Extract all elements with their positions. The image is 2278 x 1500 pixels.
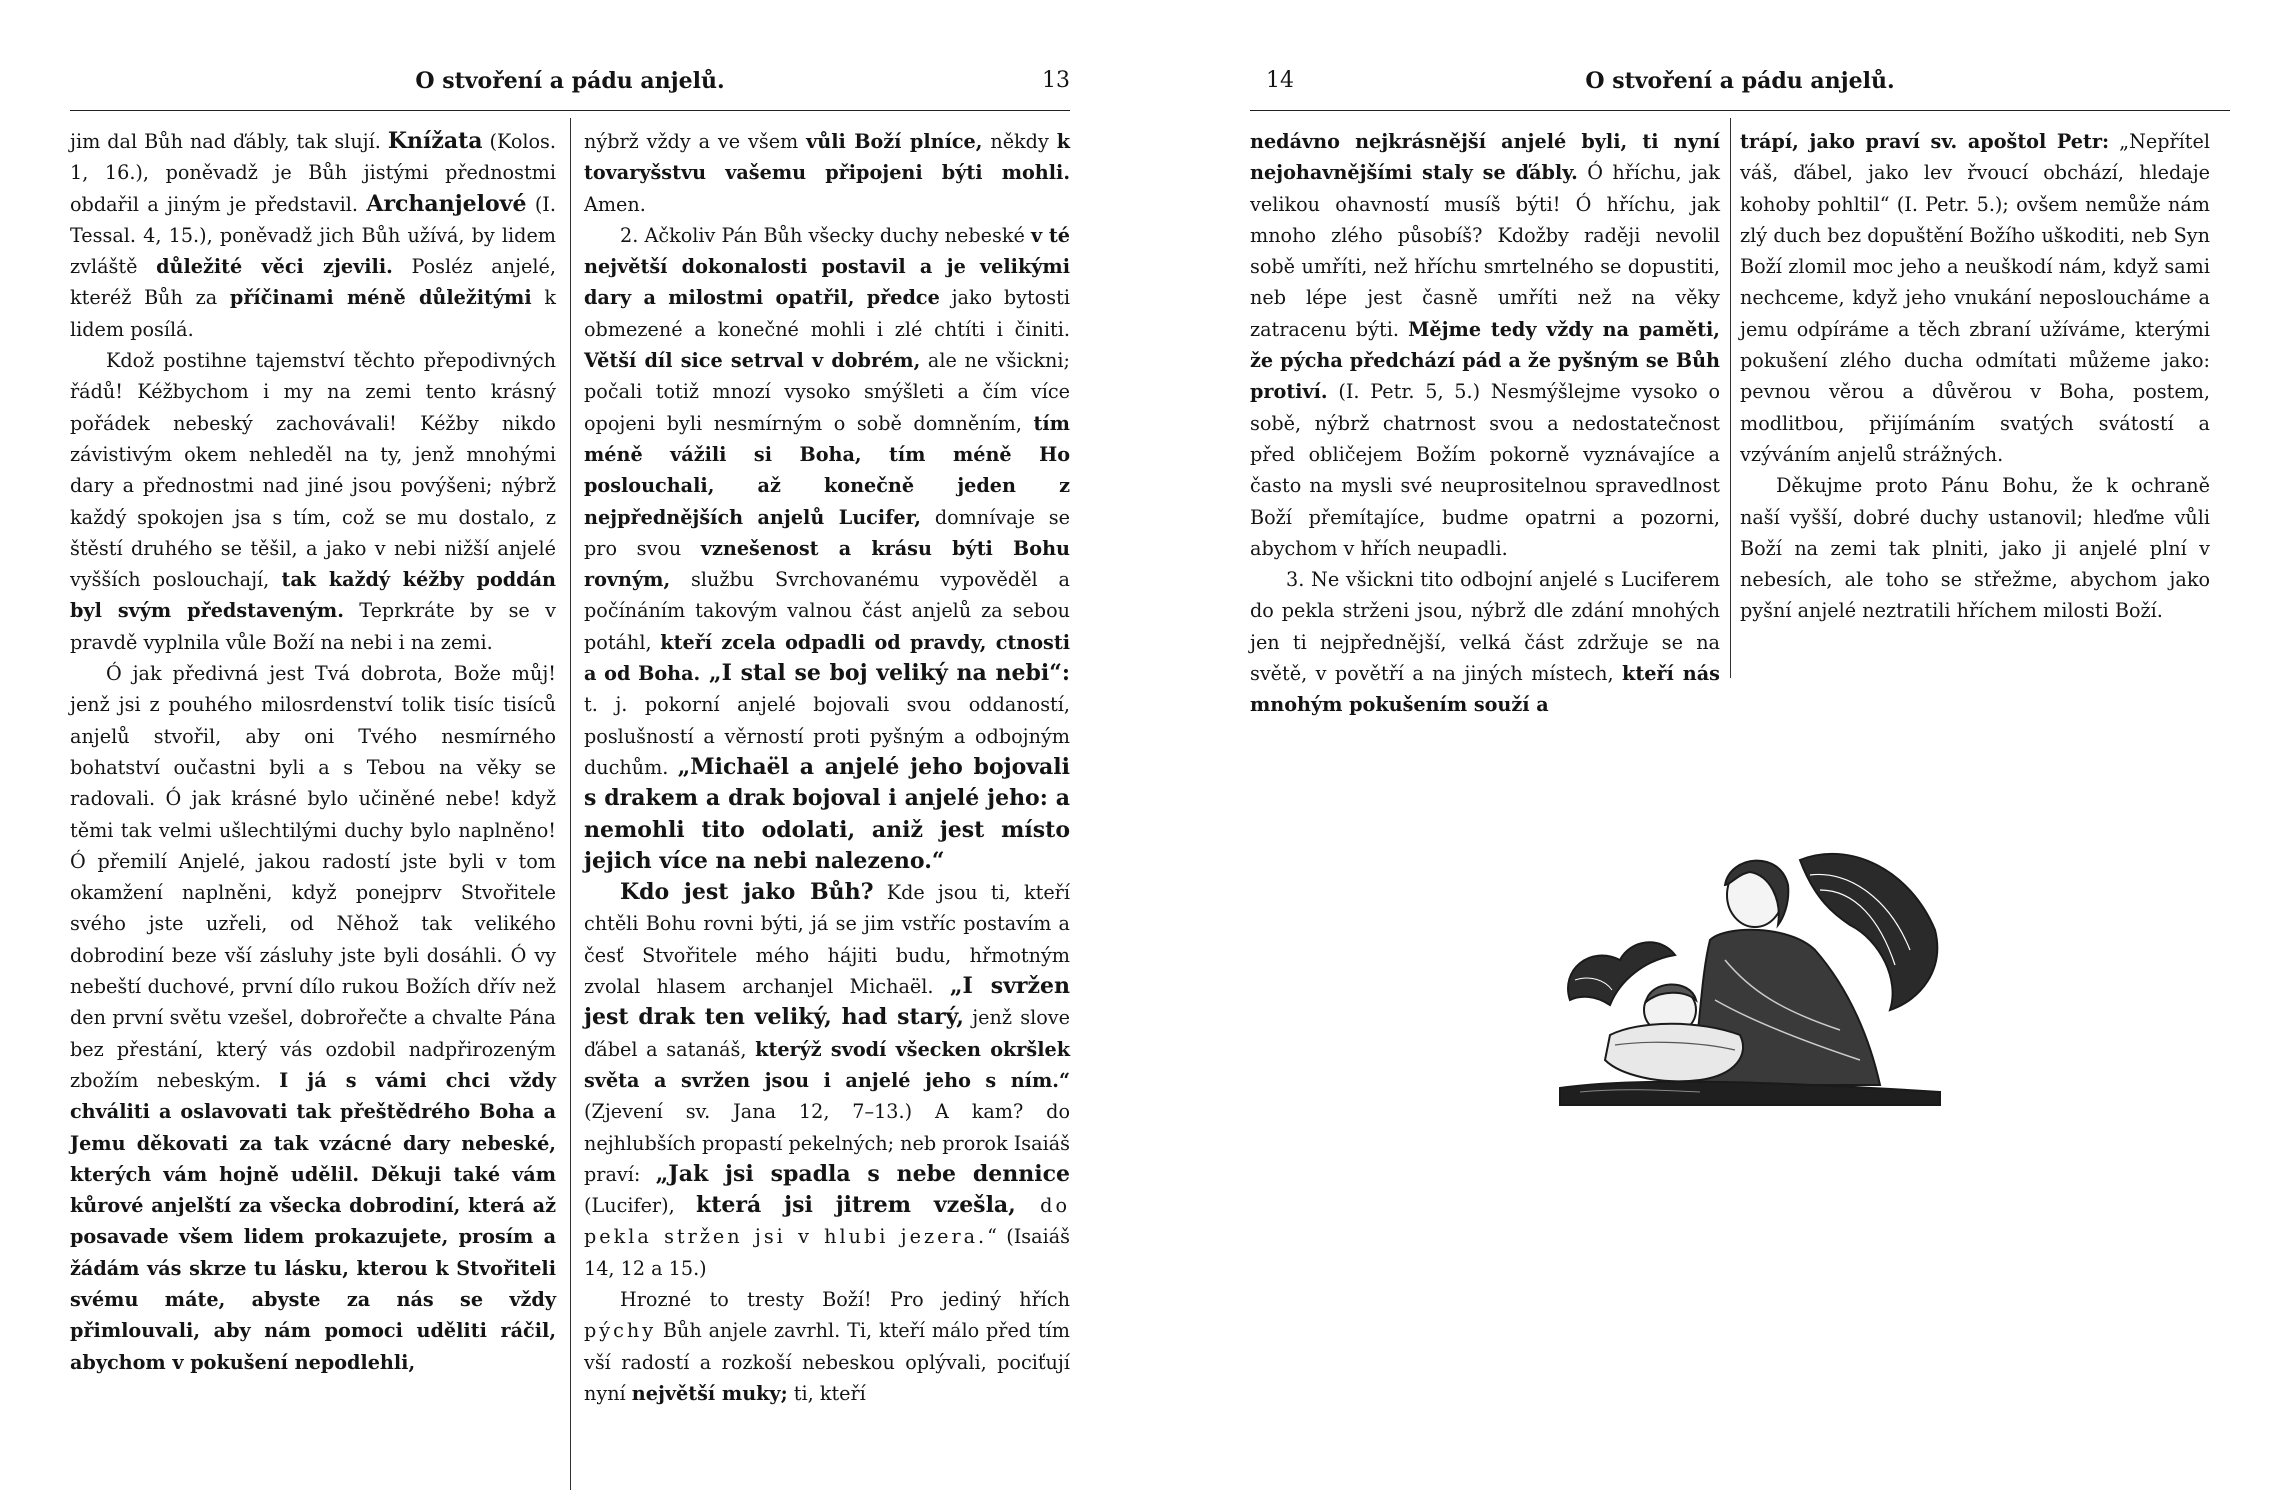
- text-run: službu Svrchovanému vypověděl a počínáním takovým valnou část anjelů za sebou potáhl,: [584, 568, 1070, 654]
- text-run: „Nepřítel váš, ďábel, jako lev řvoucí obchází, hledaje kohoby pohltil“ (I. Petr. 5.); ovšem nemůže nám zlý duch bez dopuštění Božího uškoditi, neb Syn Boží zlomil moc jeho a neuškodí nám, když sami nechceme, když jeho vnukání neposloucháme a jemu odpíráme a těch zbraní užíváme, kterými pokušení zlého ducha odmítati můžeme jako: pevnou věrou a důvěrou v Boha, postem, modlitbou, přijímáním svatých svátostí a vzýváním anjelů strážných.: [1740, 130, 2211, 466]
- text-run: (I. Tessal. 4, 15.), poněvadž jich Bůh užívá, by lidem zvláště: [70, 192, 556, 279]
- bold-term: Archanjelové: [366, 190, 527, 217]
- paragraph: [584, 877, 1070, 1284]
- column-divider: [570, 118, 571, 1490]
- bold-quote: která jsi jitrem vzešla,: [696, 1192, 1016, 1219]
- bold-run: nedávno nejkrásnější anjelé byli, ti nyní nejohavnějšími staly se ďábly.: [1250, 130, 1720, 185]
- bold-run: tak každý kéžby poddán byl svým představeným.: [70, 568, 556, 623]
- text-run: (I. Petr. 5, 5.) Nesmýšlejme vysoko o sobě, nýbrž chatrnost svou a nedostatečnost před obličejem Božím pokorně vyznávajíce a často na mysli své neuprositelnou spravedlnost Boží přemítajíce, budme opatrni a pozorni, abychom v hřích neupadli.: [1250, 380, 1720, 560]
- text-run: domnívaje se pro svou: [584, 505, 1070, 560]
- header-rule: [70, 110, 1070, 111]
- text-run: Ó hříchu, jak velikou ohavností musíš býti! Ó hříchu, jak mnoho zlého působíš? Kdožby raději nevolil sobě umříti, než hříchu smrtelného se dopustiti, neb lépe jest časně umříti než na věky zatracenu býti.: [1250, 161, 1720, 341]
- paragraph: [1250, 564, 1720, 720]
- bold-run: největší muky;: [631, 1381, 788, 1405]
- bold-quote: „I svržen jest drak ten veliký, had starý,: [584, 973, 1070, 1031]
- bold-run: trápí, jako praví sv. apoštol Petr:: [1740, 130, 2110, 153]
- bold-run: kteří nás mnohým pokušením souží a: [1250, 662, 1720, 717]
- bold-run: Větší díl sice setrval v dobrém,: [584, 349, 921, 373]
- text-run: (Zjevení sv. Jana 12, 7–13.) A kam? do nejhlubších propastí pekelných; neb prorok Isaiáš praví:: [584, 1100, 1070, 1186]
- text-run: k lidem posílá.: [70, 286, 556, 341]
- left-page-column-2: [584, 126, 1070, 1486]
- bold-run: tím méně vážili si Boha, tím méně Ho poslouchali, až konečně jeden z nejpřednějších anjelů Lucifer,: [584, 411, 1070, 529]
- bold-quote: „Jak jsi spadla s nebe dennice: [655, 1160, 1070, 1187]
- text-run: Děkujme proto Pánu Bohu, že k ochraně naší vyšší, dobré duchy ustanovil; hleďme vůli Boží na zemi tak plniti, jako ji anjelé plní v nebesích, ale toho se střežme, abychom jako pyšní anjelé neztratili hříchem milosti Boží.: [1740, 474, 2210, 623]
- right-page: [1250, 0, 2230, 1500]
- text-run: (Kolos. 1, 16.), poněvadž je Bůh jistými přednostmi obdařil a jiným je představil.: [70, 130, 557, 216]
- text-run: jim dal Bůh nad ďábly, tak slují.: [70, 130, 388, 153]
- paragraph: [1740, 470, 2210, 626]
- running-head: [1250, 68, 2230, 104]
- text-run: ale ne všickni; počali totiž mnozí vysoko smýšleti a čím více opojeni byli nesmírným o sobě domněním,: [584, 349, 1070, 435]
- text-run: Teprkráte by se v pravdě vyplnila vůle Boží na nebi i na zemi.: [70, 599, 556, 654]
- header-rule: [1250, 110, 2230, 111]
- bold-quote: „I stal se boj veliký na nebi“:: [700, 660, 1070, 687]
- text-run: nýbrž vždy a ve všem: [584, 130, 807, 153]
- text-run: t. j. pokorní anjelé bojovali svou oddaností, poslušností a věrností proti pyšným a odbojným duchům.: [584, 693, 1070, 779]
- text-run: jenž slove ďábel a satanáš,: [584, 1006, 1070, 1061]
- angel-with-sleeping-child-icon: [1550, 830, 1950, 1120]
- right-page-column-2: [1740, 126, 2210, 686]
- text-run: Kdož postihne tajemství těchto přepodivných řádů! Kéžbychom i my na zemi tento krásný pořádek nebeský zachovávali! Kéžby nikdo závistivým okem nehleděl na ty, jenž mnohými dary a přednostmi nad jiné jsou povýšeni; nýbrž každý spokojen jsa s tím, což se mu dostalo, z štěstí druhého se těšil, a jako v nebi nižší anjelé vyšších poslouchají,: [70, 349, 556, 592]
- text-run: Kde jsou ti, kteří chtěli Bohu rovni býti, já se jim vstříc postavím a česť Stvořitele mého hájiti budu, hřmotným zvolal hlasem archanjel Michaël.: [584, 881, 1070, 999]
- text-run: Hrozné to tresty Boží! Pro jediný hřích: [620, 1287, 1070, 1311]
- paragraph: [70, 126, 556, 345]
- text-run: Posléz anjelé, kteréž Bůh za: [70, 255, 556, 310]
- bold-run: vůli Boží plníce,: [806, 130, 983, 153]
- column-divider: [1730, 118, 1731, 678]
- bold-run: důležité věci zjevili.: [156, 255, 393, 279]
- bold-run: kterýž svodí všecken okršlek světa a svržen jsou i anjelé jeho s ním.“: [584, 1037, 1070, 1092]
- bold-run: I já s vámi chci vždy chváliti a oslavovati tak přeštědrého Boha a Jemu děkovati za tak vzácné dary nebeské, kterých vám hojně udělil. Děkuji také vám kůrové anjelští za všecka dobrodiní, která až posavade všem lidem prokazujete, prosím a žádám vás skrze tu lásku, kterou k Stvořiteli svému máte, abyste za nás se vždy přimlouvali, aby nám pomoci uděliti ráčil, abychom v pokušení nepodlehli,: [70, 1068, 556, 1374]
- page-number: 14: [1266, 68, 1294, 93]
- text-run: Ó jak předivná jest Tvá dobrota, Bože můj! jenž jsi z pouhého milosrdenství tolik tisíc tisíců anjelů stvořil, aby oni Tvého nesmírného bohatství oučastni byli a s Tebou na věky se radovali. Ó jak krásné bylo učiněné nebe! když těmi tak velmi ušlechtilými duchy bylo naplněno! Ó přemilí Anjelé, jakou radostí jste byli v tom okamžení naplněni, když ponejprv Stvořitele svého jste uzřeli, od Něhož tak velikého dobrodiní beze vší zásluhy jste byli dosáhli. Ó vy nebeští duchové, první dílo rukou Božích dřív než den první světu vzešel, dobrořečte a chvalte Pána bez přestání, který vás ozdobil nadpřirozeným zbožím nebeským.: [70, 662, 556, 1092]
- paragraph: [70, 345, 556, 658]
- text-run: 3. Ne všickni tito odbojní anjelé s Luciferem do pekla strženi jsou, nýbrž dle zdání mnohých jen ti nejpřednější, velká část zdržuje se na světě, v povětří a na jiných místech,: [1250, 568, 1720, 686]
- bold-run: v té největší dokonalosti postavil a je velikými dary a milostmi opatřil, předce: [584, 223, 1070, 310]
- text-run: (Lucifer),: [584, 1194, 696, 1218]
- text-run: Bůh anjele zavrhl. Ti, kteří málo před tím vší radostí a rozkoší nebeskou oplývali, pociťují nyní: [584, 1319, 1070, 1405]
- running-head: [70, 68, 1070, 104]
- bold-run: Mějme tedy vždy na paměti, že pýcha předchází pád a že pyšným se Bůh protiví.: [1250, 317, 1720, 404]
- text-run: 2. Ačkoliv Pán Bůh všecky duchy nebeské: [620, 223, 1032, 247]
- bold-run: k tovaryšstvu vašemu připojeni býti mohli.: [584, 130, 1070, 185]
- spaced-run: do pekla stržen jsi v hlubi jezera.: [584, 1194, 1070, 1249]
- running-title: O stvoření a pádu anjelů.: [1585, 68, 1895, 94]
- paragraph: [584, 1284, 1070, 1409]
- bold-quote: „Michaël a anjelé jeho bojovali s drakem a drak bojoval i anjelé jeho: a nemohli tito odolati, aniž jest místo jejich více na nebi nalezeno.“: [584, 753, 1070, 874]
- bold-term: Knížata: [387, 128, 483, 154]
- page-number: 13: [1042, 68, 1070, 93]
- bold-run: vznešenost a krásu býti Bohu rovným,: [584, 536, 1070, 592]
- paragraph: [1250, 126, 1720, 564]
- paragraph: [1740, 126, 2210, 470]
- right-page-column-1: [1250, 126, 1720, 717]
- spaced-run: pýchy: [584, 1319, 657, 1343]
- text-run: ti, kteří: [787, 1381, 866, 1405]
- bold-run: příčinami méně důležitými: [229, 286, 532, 310]
- bold-run: kteří zcela odpadli od pravdy, ctnosti a od Boha.: [584, 630, 1070, 686]
- running-title: O stvoření a pádu anjelů.: [415, 68, 725, 94]
- left-page-column-1: [70, 126, 556, 1486]
- text-run: jako bytosti obmezené a konečné mohli i zlé chtíti i činiti.: [584, 286, 1070, 341]
- text-run: “ (Isaiáš 14, 12 a 15.): [584, 1225, 1070, 1280]
- paragraph: [70, 658, 556, 1378]
- bold-quote: Kdo jest jako Bůh?: [620, 879, 874, 906]
- text-run: Amen.: [584, 192, 646, 216]
- paragraph: [584, 126, 1070, 220]
- left-page: [70, 0, 1070, 1500]
- text-run: někdy: [982, 130, 1057, 153]
- paragraph: [584, 220, 1070, 877]
